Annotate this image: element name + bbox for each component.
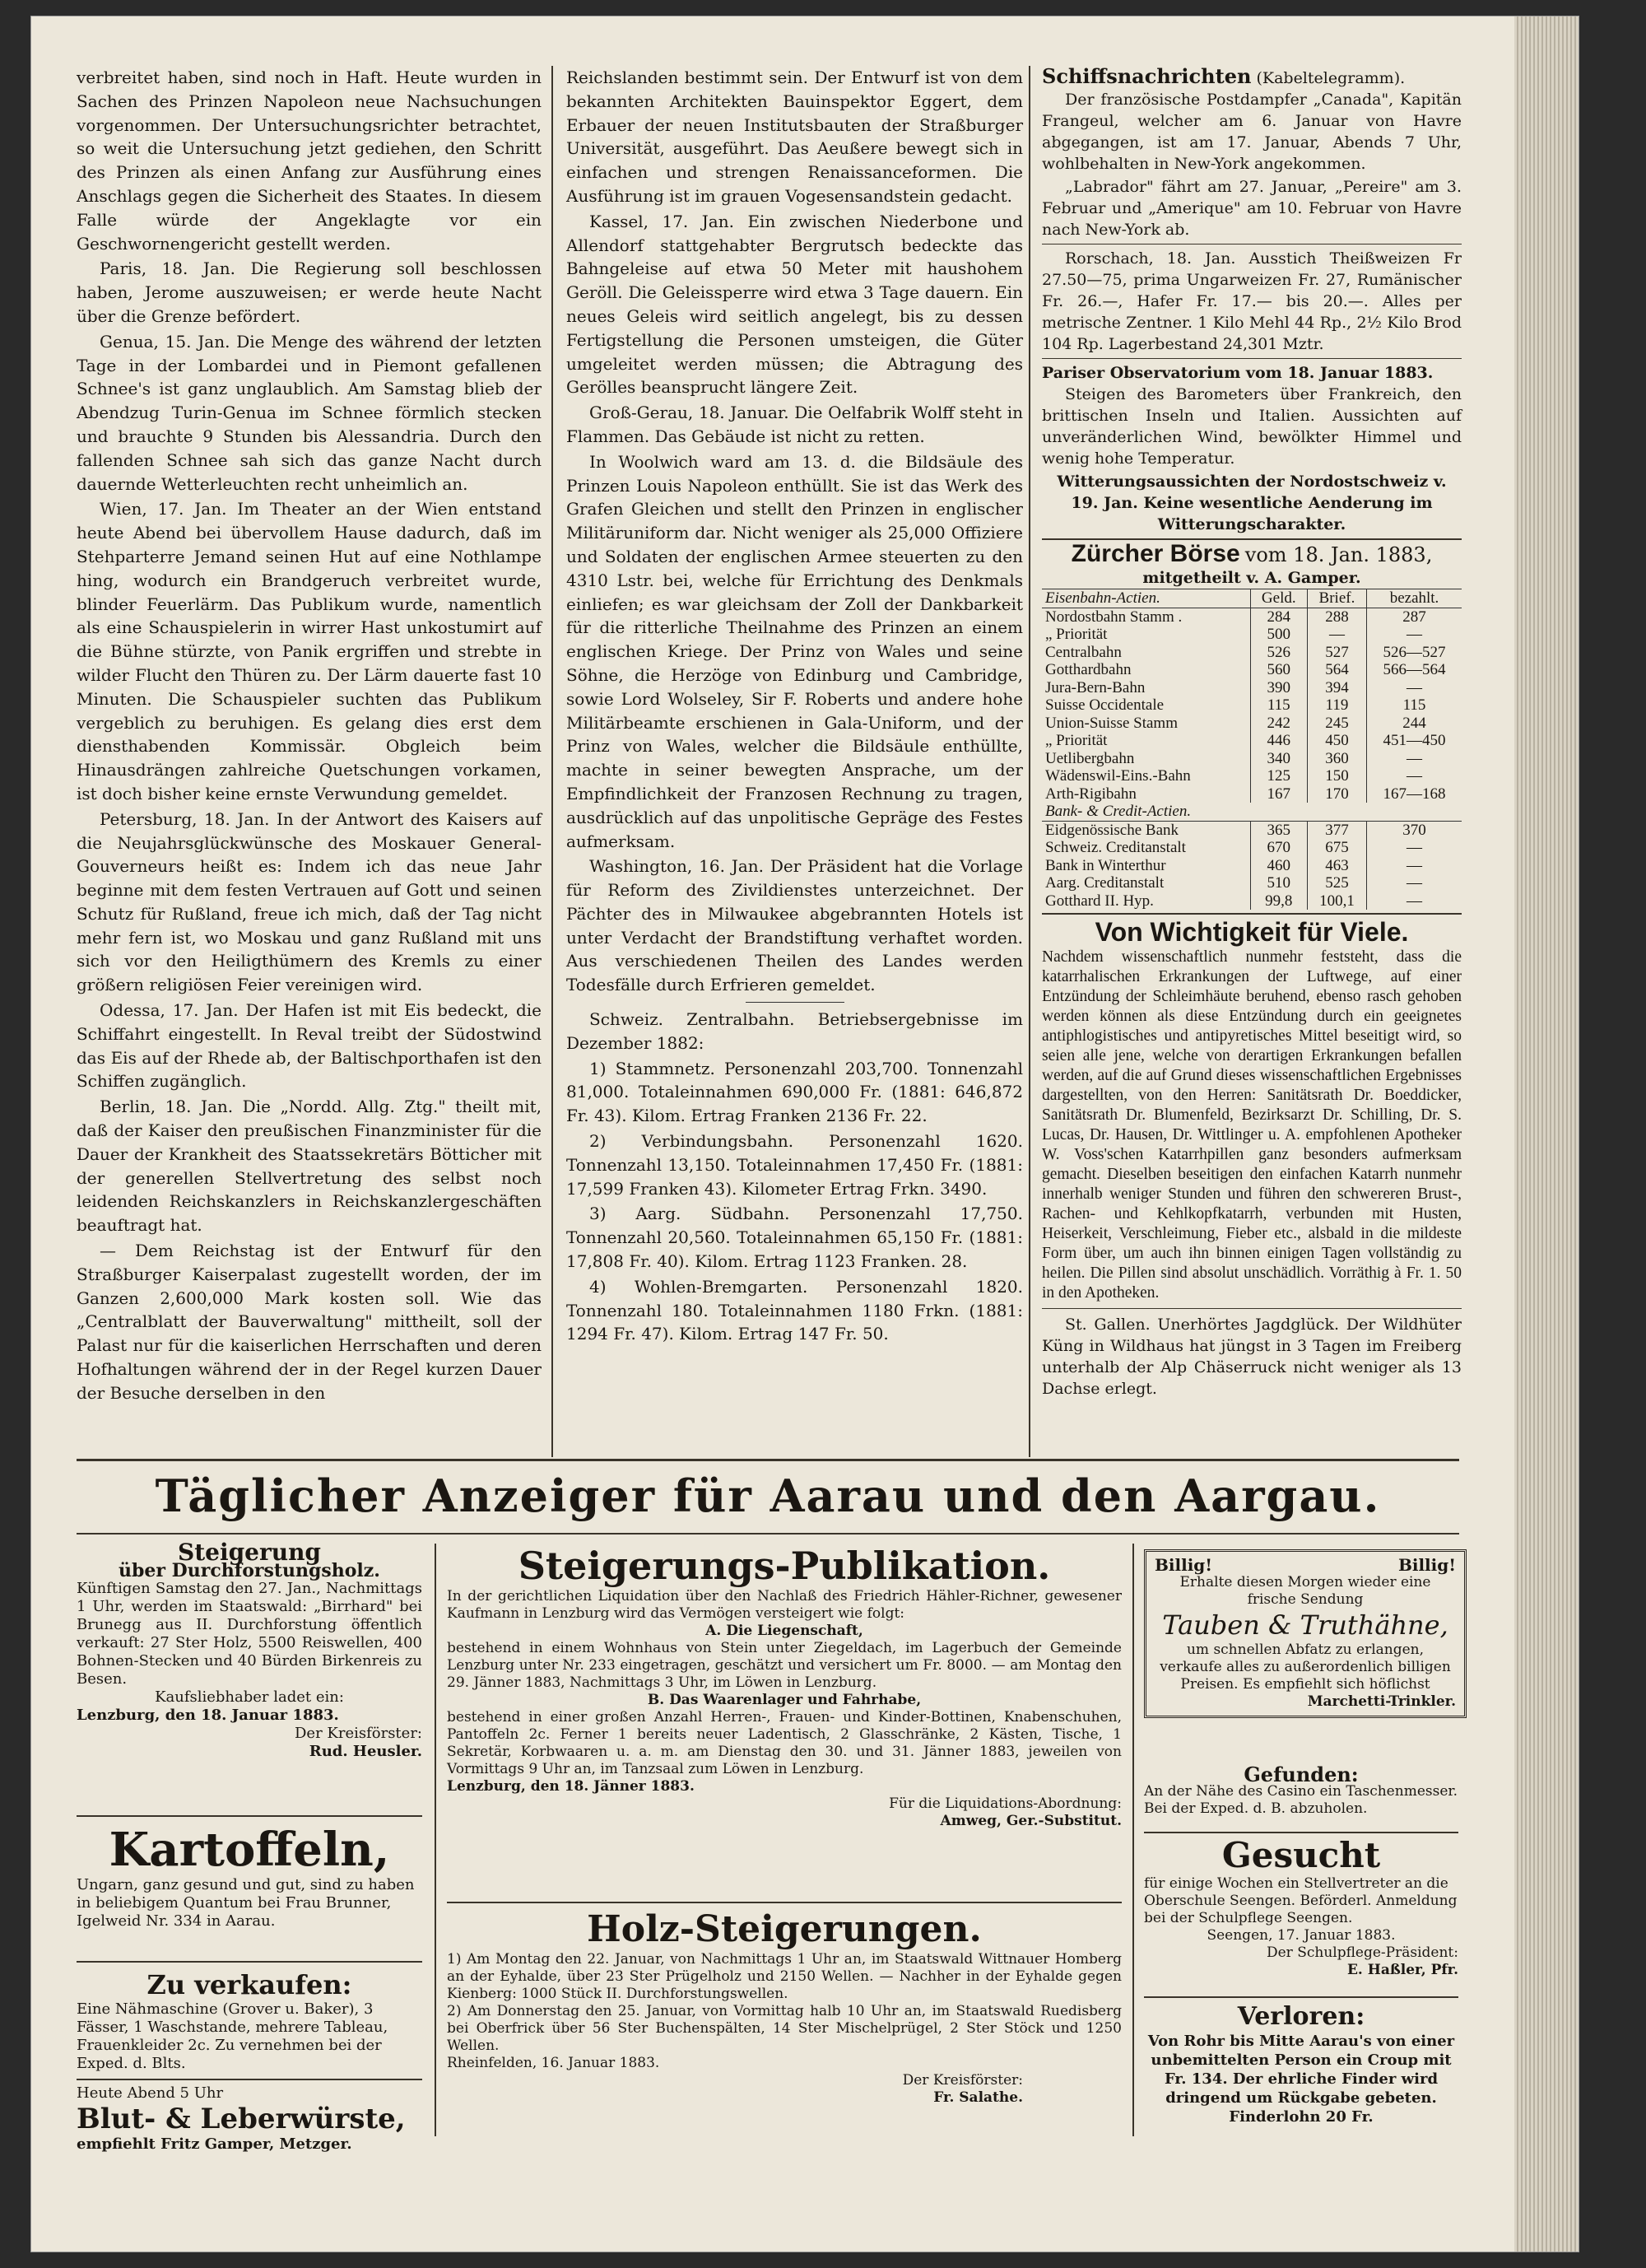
price-cell: 463 xyxy=(1307,857,1366,875)
column-divider xyxy=(1132,1544,1134,2136)
article-st-gallen: St. Gallen. Unerhörtes Jagdglück. Der Wildhüter Küng in Wildhaus hat jüngst in 3 Tagen im Freiberg unterhalb der Alp Chäserruck nicht weniger als 13 Dachse erlegt. xyxy=(1042,1316,1462,1398)
price-cell: 370 xyxy=(1367,821,1462,839)
table-row xyxy=(1042,874,1462,892)
security-name: Eidgenössische Bank xyxy=(1045,821,1179,839)
price-cell: 675 xyxy=(1307,839,1366,857)
security-name: Aarg. Creditanstalt xyxy=(1045,874,1165,892)
ad-text: um schnellen Abfatz zu erlangen, verkaufe alles zu außerordenlich billigen Preisen. Es empfiehlt sich höflichst xyxy=(1160,1642,1451,1693)
price-cell: 365 xyxy=(1250,821,1307,839)
ad-place-date: Rheinfelden, 16. Januar 1883. xyxy=(447,2055,660,2071)
ad-title: Tauben & Truthähne, xyxy=(1162,1609,1448,1641)
bourse-date: vom 18. Jan. 1883, xyxy=(1244,543,1433,566)
article-text: Reichslanden bestimmt sein. Der Entwurf ist von dem bekannten Architekten Bauinspektor Eggert, dem Erbauer der neuen Institutsbauten der Straßburger Universität, ausgeführt. Das Aeußere bewegt sich in einfachen und strengen Renaissanceformen. Die Ausführung ist im grauen Vogesensandstein gedacht. xyxy=(566,68,1023,206)
ad-title: Gefunden: xyxy=(1244,1763,1359,1786)
ad-title: Blut- & Leberwürste, xyxy=(77,2103,406,2135)
price-cell: 527 xyxy=(1307,644,1366,662)
ad-title: Holz-Steigerungen. xyxy=(587,1908,982,1950)
price-cell: 115 xyxy=(1367,696,1462,715)
ad-title: Steigerungs-Publikation. xyxy=(518,1544,1051,1588)
price-cell: 560 xyxy=(1250,661,1307,679)
article-petersburg: Petersburg, 18. Jan. In der Antwort des Kaisers auf die Neujahrsglückwünsche des Moskauer General-Gouverneurs heißt es: Indem ich das neue Jahr beginne mit dem festen Vertrauen auf Gott und seinen Schutz für Rußland, freue ich mich, daß der Tag nicht mehr fern ist, wo Moskau und ganz Rußland mit uns sich vor den Heiligthümern des Kremls zu einer größern religiösen Feier vereinigen wird. xyxy=(77,808,542,995)
security-name: Suisse Occidentale xyxy=(1045,696,1165,714)
price-cell: 564 xyxy=(1307,661,1366,679)
ad-title: Kartoffeln, xyxy=(109,1823,390,1877)
price-cell: 394 xyxy=(1307,679,1366,697)
price-cell: 526—527 xyxy=(1367,644,1462,662)
ad-text: Kaufsliebhaber ladet ein: xyxy=(155,1688,344,1706)
ad-verloren xyxy=(1144,2002,1458,2126)
ad-holz-steigerungen xyxy=(447,1908,1122,2107)
security-name: Wädenswil-Eins.-Bahn xyxy=(1045,767,1191,785)
ad-text: An der Nähe des Casino ein Taschenmesser. Bei der Exped. d. B. abzuholen. xyxy=(1144,1783,1458,1817)
price-cell: 125 xyxy=(1250,767,1307,785)
table-row xyxy=(1042,661,1462,679)
article-kassel: Kassel, 17. Jan. Ein zwischen Niederbone und Allendorf stattgehabter Bergrutsch bedeckte das Bahngeleise auf etwa 50 Meter mit haushohem Geröll. Die Geleissperre wird etwa 3 Tage dauern. Ein neues Geleis wird seitlich angelegt, bis zu dessen Fertigstellung die Personen umsteigen, die Güter umgeleitet werden müssen; die Abtragung des Gerölles beansprucht längere Zeit. xyxy=(566,211,1023,398)
price-cell: — xyxy=(1367,679,1462,697)
bourse-header-row xyxy=(1042,589,1462,608)
price-cell: — xyxy=(1367,857,1462,875)
ad-gefunden xyxy=(1144,1763,1458,1818)
security-name: „ Priorität xyxy=(1045,626,1108,643)
ad-place-date: Lenzburg, den 18. Jänner 1883. xyxy=(447,1778,695,1795)
rorschach-market: Rorschach, 18. Jan. Ausstich Theißweizen Fr 27.50—75, prima Ungarweizen Fr. 27, Rumänischer Fr. 26.—, Hafer Fr. 17.— bis 20.—. Alles per metrische Zentner. 1 Kilo Mehl 44 Rp., 2½ Kilo Brod 104 Rp. Lagerbestand 24,301 Mztr. xyxy=(1042,249,1462,353)
bourse-col-header: bezahlt. xyxy=(1367,589,1462,608)
zentralbahn-head: Schweiz. Zentralbahn. Betriebsergebnisse im Dezember 1882: xyxy=(566,1009,1023,1053)
table-row xyxy=(1042,696,1462,715)
article-reichstag: — Dem Reichstag ist der Entwurf für den Straßburger Kaiserpalast zugestellt worden, der im Ganzen 2,600,000 Mark kosten soll. Wie das „Centralblatt der Bauverwaltung" mittheilt, soll der Palast nur für die kaiserlichen Herrschaften und deren Hofhaltungen während der in der Regel kurzen Dauer der Besuche derselben in den xyxy=(77,1241,542,1403)
bourse-title: Zürcher Börse xyxy=(1071,540,1240,567)
ad-text: Eine Nähmaschine (Grover u. Baker), 3 Fässer, 1 Waschstande, mehrere Tableau, Frauenkleider 2c. Zu vernehmen bei der Exped. d. Blts. xyxy=(77,2000,388,2072)
ad-signature-role: Der Schulpflege-Präsident: xyxy=(1266,1944,1458,1961)
divider xyxy=(746,1002,844,1003)
price-cell: 170 xyxy=(1307,785,1366,803)
table-row xyxy=(1042,750,1462,768)
security-name: Centralbahn xyxy=(1045,643,1122,661)
column-2 xyxy=(566,66,1023,1348)
security-name: Gotthardbahn xyxy=(1045,661,1132,678)
zentralbahn-4: 4) Wohlen-Bremgarten. Personenzahl 1820. Tonnenzahl 180. Totaleinnahmen 1180 Frkn. (1881: 1294 Fr. 47). Kilom. Ertrag 147 Fr. 50. xyxy=(566,1276,1023,1344)
zentralbahn-2: 2) Verbindungsbahn. Personenzahl 1620. Tonnenzahl 13,150. Totaleinnahmen 17,450 Fr. (1881: 17,599 Franken 43). Kilometer Ertrag Frkn. 3490. xyxy=(566,1131,1023,1199)
price-cell: — xyxy=(1367,892,1462,910)
price-cell: — xyxy=(1307,626,1366,644)
price-cell: — xyxy=(1367,750,1462,768)
ad-title: Zu verkaufen: xyxy=(146,1969,352,2000)
section-rule xyxy=(77,1533,1459,1535)
price-cell: 99,8 xyxy=(1250,892,1307,910)
ad-signature: Amweg, Ger.-Substitut. xyxy=(940,1813,1122,1829)
column-divider xyxy=(435,1544,436,2136)
ad-title: Steigerung xyxy=(177,1539,322,1566)
ad-signature: Fr. Salathe. xyxy=(933,2089,1023,2106)
security-name: Gotthard II. Hyp. xyxy=(1045,892,1154,910)
price-cell: 340 xyxy=(1250,750,1307,768)
column-divider xyxy=(551,66,553,1457)
column-1 xyxy=(77,66,542,1407)
newspaper-page xyxy=(31,16,1579,2252)
price-cell: 525 xyxy=(1307,874,1366,892)
ad-blutwuerste xyxy=(77,2084,422,2154)
ad-header xyxy=(1155,1557,1456,1574)
ad-text: bestehend in einem Wohnhaus von Stein unter Ziegeldach, im Lagerbuch der Gemeinde Lenzburg unter Nr. 233 eingetragen, geschätzt und versichert um Fr. 8000. — am Montag den 29. Jänner 1883, Nachmittags 3 Uhr, im Löwen in Lenzburg. xyxy=(447,1640,1122,1691)
weather-outlook: Witterungsaussichten der Nordostschweiz v. 19. Jan. Keine wesentliche Aenderung im Witterungscharakter. xyxy=(1057,473,1447,533)
divider xyxy=(1042,913,1462,915)
ad-place-date: Seengen, 17. Januar 1883. xyxy=(1207,1927,1396,1944)
ad-title: Gesucht xyxy=(1221,1835,1381,1875)
ad-text: Nachdem wissenschaftlich nunmehr feststeht, dass die katarrhalischen Erkrankungen der Luftwege, auf einer Entzündung der Schleimhäute beruhend, ebenso rasch gehoben werden können als diese Entzündung durch ein geeignetes antiphlogistisches und antipyretisches Mittel beseitigt wird, so seien alle jene, welche von derartigen Erkrankungen befallen werden, auf die auf Grund dieses wissenschaftlichen Ergebnisses dargestellten, von den Herren: Sanitätsrath Dr. Boeddicker, Sanitätsrath Dr. Blumenfeld, Bezirksarzt Dr. Schilling, Dr. S. Lucas, Dr. Hausen, Dr. Wittlinger u. A. empfohlenen Apotheker W. Voss'schen Katarrhpillen ganz besonders aufmerksam gemacht. Dieselben beseitigen den einfachen Katarrh nunmehr innerhalb weniger Stunden und führen den schwereren Brust-, Rachen- und Kehlkopfkatarrh, verbunden mit Husten, Heiserkeit, Verschleimung, Fieber etc., alsbald in die mildeste Form über, um auch ihn binnen einigen Tagen vollständig zu heilen. Die Pillen sind absolut unschädlich. Vorräthig à Fr. 1. 50 in den Apotheken. xyxy=(1042,948,1462,1302)
ad-signature-role: Der Kreisförster: xyxy=(294,1725,422,1742)
ad-text: Künftigen Samstag den 27. Jan., Nachmittags 1 Uhr, werden im Staatswald: „Birrhard" bei Brunegg aus II. Durchforstung öffentlich verkauft: 27 Ster Holz, 5500 Reiswellen, 400 Bohnen-Stecken und 40 Bürden Birkenreis zu Besen. xyxy=(77,1580,422,1688)
bourse-col-header: Brief. xyxy=(1307,589,1366,608)
ad-subtitle: über Durchforstungsholz. xyxy=(119,1560,380,1581)
column-3 xyxy=(1042,66,1462,1401)
security-name: Arth-Rigibahn xyxy=(1045,785,1137,803)
ad-text: Heute Abend 5 Uhr xyxy=(77,2084,224,2102)
article-washington: Washington, 16. Jan. Der Präsident hat die Vorlage für Reform des Zivildienstes unterzeichnet. Der Pächter des in Milwaukee abgebrannten Hotels ist unter Verdacht der Brandstiftung verhaftet worden. Aus verschiedenen Theilen des Landes werden Todesfälle durch Erfrieren gemeldet. xyxy=(566,856,1023,995)
price-cell: 510 xyxy=(1250,874,1307,892)
price-cell: 360 xyxy=(1307,750,1366,768)
ship-news-subtitle: (Kabeltelegramm). xyxy=(1256,69,1406,87)
ad-title: Billig! xyxy=(1397,1555,1456,1575)
observatory-text: Steigen des Barometers über Frankreich, den brittischen Inseln und Italien. Aussichten auf unveränderlichen Wind, bewölkter Himmel und wenig hohe Temperatur. xyxy=(1042,385,1462,468)
bourse-col-header: Eisenbahn-Actien. xyxy=(1042,589,1250,608)
table-row xyxy=(1042,608,1462,626)
price-cell: — xyxy=(1367,874,1462,892)
divider xyxy=(77,1815,422,1817)
price-cell: 446 xyxy=(1250,732,1307,750)
book-spine-edge xyxy=(1514,16,1579,2252)
ad-signature: Marchetti-Trinkler. xyxy=(1307,1693,1456,1710)
table-row xyxy=(1042,821,1462,839)
ad-holz-steigerung xyxy=(77,1539,422,1761)
price-cell: 390 xyxy=(1250,679,1307,697)
ad-billig xyxy=(1144,1549,1467,1718)
ad-place-date: Lenzburg, den 18. Januar 1883. xyxy=(77,1707,339,1724)
article-text: verbreitet haben, sind noch in Haft. Heute wurden in Sachen des Prinzen Napoleon neue Nachsuchungen vorgenommen. Der Untersuchungsrichter betrachtet, so weit die Untersuchung jetzt gediehen, den Schritt des Prinzen als einen Anfang zur Ausführung eines Anschlags gegen die Sicherheit des Staates. In diesem Falle würde der Angeklagte vor ein Geschwornengericht gestellt werden. xyxy=(77,68,542,254)
ad-text: In der gerichtlichen Liquidation über den Nachlaß des Friedrich Hähler-Richner, gewesener Kaufmann in Lenzburg wird das Vermögen versteigert wie folgt: xyxy=(447,1588,1122,1622)
price-cell: 115 xyxy=(1250,696,1307,715)
ad-signature: empfiehlt Fritz Gamper, Metzger. xyxy=(77,2135,352,2153)
zentralbahn-1: 1) Stammnetz. Personenzahl 203,700. Tonnenzahl 81,000. Totaleinnahmen 690,000 Fr. (1881: 646,872 Fr. 43). Kilom. Ertrag Franken 2136 Fr. 22. xyxy=(566,1058,1023,1126)
ad-title: Von Wichtigkeit für Viele. xyxy=(1095,917,1409,947)
section-rule xyxy=(77,1459,1459,1461)
divider xyxy=(1042,358,1462,359)
bourse-table xyxy=(1042,589,1462,910)
zentralbahn-3: 3) Aarg. Südbahn. Personenzahl 17,750. Tonnenzahl 20,560. Totaleinnahmen 65,150 Fr. (1881: 17,808 Fr. 40). Kilom. Ertrag 1123 Franken. 28. xyxy=(566,1204,1023,1272)
table-row xyxy=(1042,892,1462,910)
price-cell: 377 xyxy=(1307,821,1366,839)
ad-text: Von Rohr bis Mitte Aarau's von einer unbemittelten Person ein Croup mit Fr. 134. Der ehrliche Finder wird dringend um Rückgabe gebeten. Finderlohn 20 Fr. xyxy=(1147,2033,1455,2126)
price-cell: 500 xyxy=(1250,626,1307,644)
observatory-title: Pariser Observatorium vom 18. Januar 1883. xyxy=(1042,364,1434,382)
ad-text: 1) Am Montag den 22. Januar, von Nachmittags 1 Uhr an, im Staatswald Wittnauer Homberg an der Eyhalde, über 23 Ster Prügelholz und 2150 Wellen. — Nachher in der Eyhalde gegen Kienberg: 1000 Stück II. Durchforstungswellen. xyxy=(447,1951,1122,2002)
bourse-col-header: Geld. xyxy=(1250,589,1307,608)
table-row xyxy=(1042,626,1462,644)
ad-text: für einige Wochen ein Stellvertreter an die Oberschule Seengen. Beförderl. Anmeldung bei der Schulpflege Seengen. xyxy=(1144,1875,1458,1926)
divider xyxy=(1144,1996,1458,1998)
bank-section-head: Bank- & Credit-Actien. xyxy=(1042,803,1462,821)
price-cell: 284 xyxy=(1250,608,1307,626)
ad-section: B. Das Waarenlager und Fahrhabe, xyxy=(647,1692,922,1708)
price-cell: 244 xyxy=(1367,715,1462,733)
security-name: Bank in Winterthur xyxy=(1045,856,1166,874)
table-row xyxy=(1042,732,1462,750)
ship-news xyxy=(1042,66,1462,89)
price-cell: — xyxy=(1367,767,1462,785)
divider xyxy=(1042,1308,1462,1309)
ad-signature-role: Der Kreisförster: xyxy=(902,2072,1023,2089)
table-row xyxy=(1042,767,1462,785)
table-row xyxy=(1042,785,1462,803)
price-cell: 167—168 xyxy=(1367,785,1462,803)
bourse-header xyxy=(1042,540,1462,567)
ad-steigerungs-publikation xyxy=(447,1544,1122,1830)
security-name: Schweiz. Creditanstalt xyxy=(1045,839,1186,856)
column-divider xyxy=(1029,66,1030,1457)
price-cell: 245 xyxy=(1307,715,1366,733)
ship-news-text: Der französische Postdampfer „Canada", Kapitän Frangeul, welcher am 6. Januar von Havre abgegangen, ist am 17. Januar, Abends 7 Uhr, wohlbehalten in New-York angekommen. xyxy=(1042,91,1462,173)
article-genua: Genua, 15. Jan. Die Menge des während der letzten Tage in der Lombardei und in Piemont gefallenen Schnee's ist ganz unglaublich. Am Samstag blieb der Abendzug Turin-Genua im Schnee förmlich stecken und brauchte 9 Stunden bis Alessandria. Durch den fallenden Schnee sah sich das ganze Nacht durch dauernde Wetterleuchten recht unheimlich an. xyxy=(77,331,542,494)
table-row xyxy=(1042,839,1462,857)
ad-signature: E. Haßler, Pfr. xyxy=(1346,1962,1458,1978)
security-name: „ Priorität xyxy=(1045,732,1108,749)
article-berlin: Berlin, 18. Jan. Die „Nordd. Allg. Ztg." theilt mit, daß der Kaiser den preußischen Finanzminister für die Dauer der Krankheit des Staatssekretärs Bötticher mit der generellen Stellvertretung des selbst noch leidenden Reichskanzlers in Reichskanzlergeschäften beauftragt hat. xyxy=(77,1097,542,1236)
divider xyxy=(447,1902,1122,1903)
price-cell: 526 xyxy=(1250,644,1307,662)
ad-signature: Rud. Heusler. xyxy=(309,1743,422,1760)
divider xyxy=(77,2079,422,2080)
divider xyxy=(77,1961,422,1963)
ad-signature-role: Für die Liquidations-Abordnung: xyxy=(889,1795,1122,1812)
divider xyxy=(1042,538,1462,540)
price-cell: 460 xyxy=(1250,857,1307,875)
price-cell: 288 xyxy=(1307,608,1366,626)
price-cell: 150 xyxy=(1307,767,1366,785)
ad-title: Verloren: xyxy=(1237,2002,1365,2031)
price-cell: 566—564 xyxy=(1367,661,1462,679)
table-row xyxy=(1042,679,1462,697)
price-cell: 670 xyxy=(1250,839,1307,857)
price-cell: 167 xyxy=(1250,785,1307,803)
bourse-by: mitgetheilt v. A. Gamper. xyxy=(1142,569,1361,587)
ad-kartoffeln xyxy=(77,1823,422,1930)
price-cell: — xyxy=(1367,626,1462,644)
security-name: Uetlibergbahn xyxy=(1045,749,1135,767)
article-odessa: Odessa, 17. Jan. Der Hafen ist mit Eis bedeckt, die Schiffahrt eingestellt. In Reval treibt der Südostwind das Eis auf der Rhede ab, der Baltischporthafen ist den Schiffen zugänglich. xyxy=(77,1000,542,1092)
ad-text: 2) Am Donnerstag den 25. Januar, von Vormittag halb 10 Uhr an, im Staatswald Ruedisberg bei Oberfrick über 56 Ster Buchenspälten, 14 Ster Mischelprügel, 2 Ster Stöck und 1250 Wellen. xyxy=(447,2003,1122,2054)
ad-zu-verkaufen xyxy=(77,1969,422,2073)
price-cell: 119 xyxy=(1307,696,1366,715)
price-cell: — xyxy=(1367,839,1462,857)
article-woolwich: In Woolwich ward am 13. d. die Bildsäule des Prinzen Louis Napoleon enthüllt. Sie ist das Werk des Grafen Gleichen und stellt den Prinzen in englischer Militäruniform dar. Nicht weniger als 25,000 Offiziere und Soldaten der englischen Armee steuerten zu den 4310 Lstr. bei, welche für Errichtung des Denkmals einliefen; es war gleichsam der Zoll der Dankbarkeit für die ritterliche Theilnahme des Prinzen an einem englischen Kriege. Der Prinz von Wales und seine Söhne, die Herzöge von Edinburg und Cambridge, sowie Lord Wolseley, Sir F. Roberts und andere hohe Militärbeamte erschienen in Gala-Uniform, und der Prinz von Wales, welcher die Bildsäule enthüllte, machte in seiner bewegten Ansprache, um der Empfindlichkeit der Franzosen Rechnung zu tragen, ausdrücklich auf das unpolitische Gepräge des Festes aufmerksam. xyxy=(566,451,1023,851)
security-name: Jura-Bern-Bahn xyxy=(1045,678,1146,696)
ad-text: bestehend in einer großen Anzahl Herren-, Frauen- und Kinder-Bottinen, Knabenschuhen, Pantoffeln 2c. Ferner 1 bereits neuer Ladentisch, 2 Glasschränke, 2 Kästen, Tische, 1 Sekretär, Korbwaaren u. a. m. am Dienstag den 30. und 31. Jänner 1883, jeweilen von Vormittags 9 Uhr an, im Tanzsaal zum Löwen in Lenzburg. xyxy=(447,1709,1122,1777)
table-row xyxy=(1042,857,1462,875)
ship-news-text-2: „Labrador" fährt am 27. Januar, „Pereire" am 3. Februar und „Amerique" am 10. Februar von Havre nach New-York ab. xyxy=(1042,178,1462,239)
ship-news-title: Schiffsnachrichten xyxy=(1042,64,1252,88)
table-row xyxy=(1042,644,1462,662)
ad-gesucht xyxy=(1144,1836,1458,1979)
advertiser-banner: Täglicher Anzeiger für Aarau und den Aargau. xyxy=(155,1469,1381,1522)
ad-text: Ungarn, ganz gesund und gut, sind zu haben in beliebigem Quantum bei Frau Brunner, Igelweid Nr. 334 in Aarau. xyxy=(77,1876,415,1930)
ad-title: Billig! xyxy=(1155,1555,1213,1575)
price-cell: 451—450 xyxy=(1367,732,1462,750)
price-cell: 287 xyxy=(1367,608,1462,626)
security-name: Union-Suisse Stamm xyxy=(1045,714,1178,732)
article-wien: Wien, 17. Jan. Im Theater an der Wien entstand heute Abend bei übervollem Hause dadurch, daß im Stehparterre Jemand seinen Hut auf eine Nothlampe hing, wodurch ein Brandgeruch verbreitet wurde, blinder Feuerlärm. Das Publikum wurde, namentlich als eine Schauspielerin in wirrer Hast unkostumirt auf die Bühne stürzte, von Panik ergriffen und strebte in wilder Flucht den Thüren zu. Der Lärm dauerte fast 10 Minuten. Die Schauspieler suchten das Publikum vergeblich zu beruhigen. Es gelang dies erst dem diensthabenden Kommissär. Obgleich beim Hinausdrängen zahlreiche Quetschungen vorkamen, ist doch bisher keine ernste Verwundung gemeldet. xyxy=(77,499,542,803)
divider xyxy=(1144,1832,1458,1833)
table-row xyxy=(1042,715,1462,733)
price-cell: 242 xyxy=(1250,715,1307,733)
ad-section: A. Die Liegenschaft, xyxy=(705,1623,863,1639)
article-gross-gerau: Groß-Gerau, 18. Januar. Die Oelfabrik Wolff steht in Flammen. Das Gebäude ist nicht zu retten. xyxy=(566,403,1023,446)
ad-text: Erhalte diesen Morgen wieder eine frische Sendung xyxy=(1179,1574,1431,1608)
price-cell: 450 xyxy=(1307,732,1366,750)
article-paris: Paris, 18. Jan. Die Regierung soll beschlossen haben, Jerome auszuweisen; er werde heute Nacht über die Grenze befördert. xyxy=(77,258,542,326)
security-name: Nordostbahn Stamm . xyxy=(1045,608,1183,626)
price-cell: 100,1 xyxy=(1307,892,1366,910)
